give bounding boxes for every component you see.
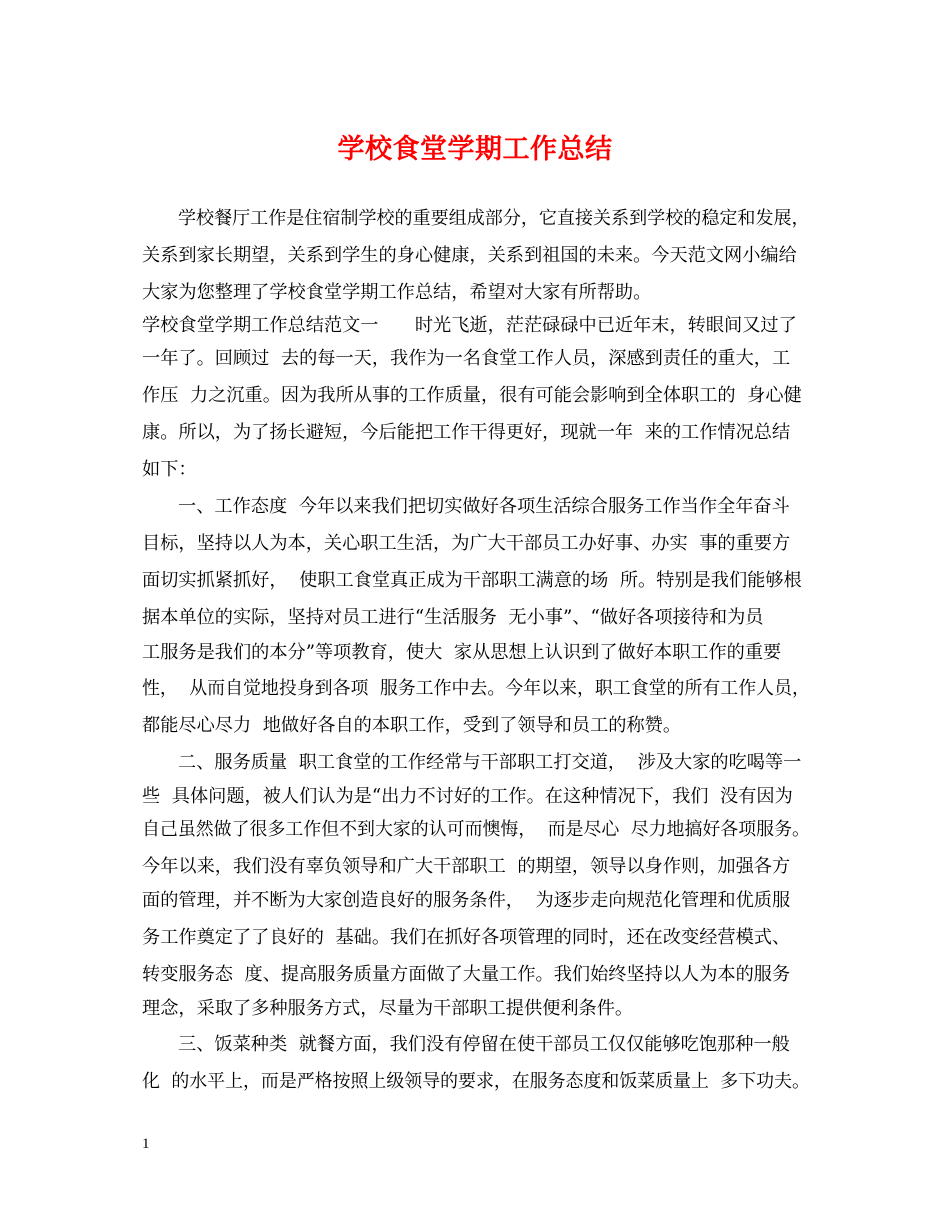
body-line: 学校食堂学期工作总结范文一 时光飞逝，茫茫碌碌中已近年末，转眼间又过了 xyxy=(142,315,797,336)
body-line: 关系到家长期望，关系到学生的身心健康，关系到祖国的未来。今天范文网小编给 xyxy=(142,245,797,266)
body-line: 一年了。回顾过 去的每一天，我作为一名食堂工作人员，深感到责任的重大，工 xyxy=(142,348,791,369)
body-line: 务工作奠定了了良好的 基础。我们在抓好各项管理的同时，还在改变经营模式、 xyxy=(142,927,791,948)
body-line: 性， 从而自觉地投身到各项 服务工作中去。今年以来，职工食堂的所有工作人员， xyxy=(142,678,810,699)
body-line: 化 的水平上，而是严格按照上级领导的要求，在服务态度和饭菜质量上 多下功夫。 xyxy=(142,1071,810,1092)
body-line: 三、饭菜种类 就餐方面，我们没有停留在使干部员工仅仅能够吃饱那种一般 xyxy=(178,1034,790,1055)
body-line: 作压 力之沉重。因为我所从事的工作质量，很有可能会影响到全体职工的 身心健 xyxy=(142,385,802,406)
body-line: 目标，坚持以人为本，关心职工生活，为广大干部员工办好事、办实 事的重要方 xyxy=(142,533,791,554)
page-number: 1 xyxy=(142,1136,150,1152)
body-line: 都能尽心尽力 地做好各自的本职工作，受到了领导和员工的称赞。 xyxy=(142,715,682,736)
body-line: 一、工作态度 今年以来我们把切实做好各项生活综合服务工作当作全年奋斗 xyxy=(178,496,790,517)
body-line: 自己虽然做了很多工作但不到大家的认可而懊悔， 而是尽心 尽力地搞好各项服务。 xyxy=(142,819,810,840)
body-line: 些 具体问题，被人们认为是“出力不讨好的工作。在这种情况下，我们 没有因为 xyxy=(142,786,793,807)
body-line: 转变服务态 度、提高服务质量方面做了大量工作。我们始终坚持以人为本的服务 xyxy=(142,964,791,985)
body-line: 如下： xyxy=(142,459,197,480)
body-line: 大家为您整理了学校食堂学期工作总结，希望对大家有所帮助。 xyxy=(142,282,652,303)
body-line: 面的管理，并不断为大家创造良好的服务条件， 为逐步走向规范化管理和优质服 xyxy=(142,890,791,911)
body-line: 据本单位的实际，坚持对员工进行“生活服务 无小事”、“做好各项接待和为员 xyxy=(142,607,764,628)
body-line: 面切实抓紧抓好， 使职工食堂真正成为干部职工满意的场 所。特别是我们能够根 xyxy=(142,570,802,591)
body-line: 康。所以，为了扬长避短，今后能把工作干得更好，现就一年 来的工作情况总结 xyxy=(142,422,791,443)
document-title: 学校食堂学期工作总结 xyxy=(337,134,613,165)
body-line: 工服务是我们的本分”等项教育，使大 家从思想上认识到了做好本职工作的重要 xyxy=(142,642,782,663)
body-line: 理念，采取了多种服务方式，尽量为干部职工提供便利条件。 xyxy=(142,998,634,1019)
body-line: 今年以来，我们没有辜负领导和广大干部职工 的期望，领导以身作则，加强各方 xyxy=(142,856,791,877)
body-line: 二、服务质量 职工食堂的工作经常与干部职工打交道， 涉及大家的吃喝等一 xyxy=(178,752,802,773)
body-line: 学校餐厅工作是住宿制学校的重要组成部分，它直接关系到学校的稳定和发展， xyxy=(178,208,810,229)
